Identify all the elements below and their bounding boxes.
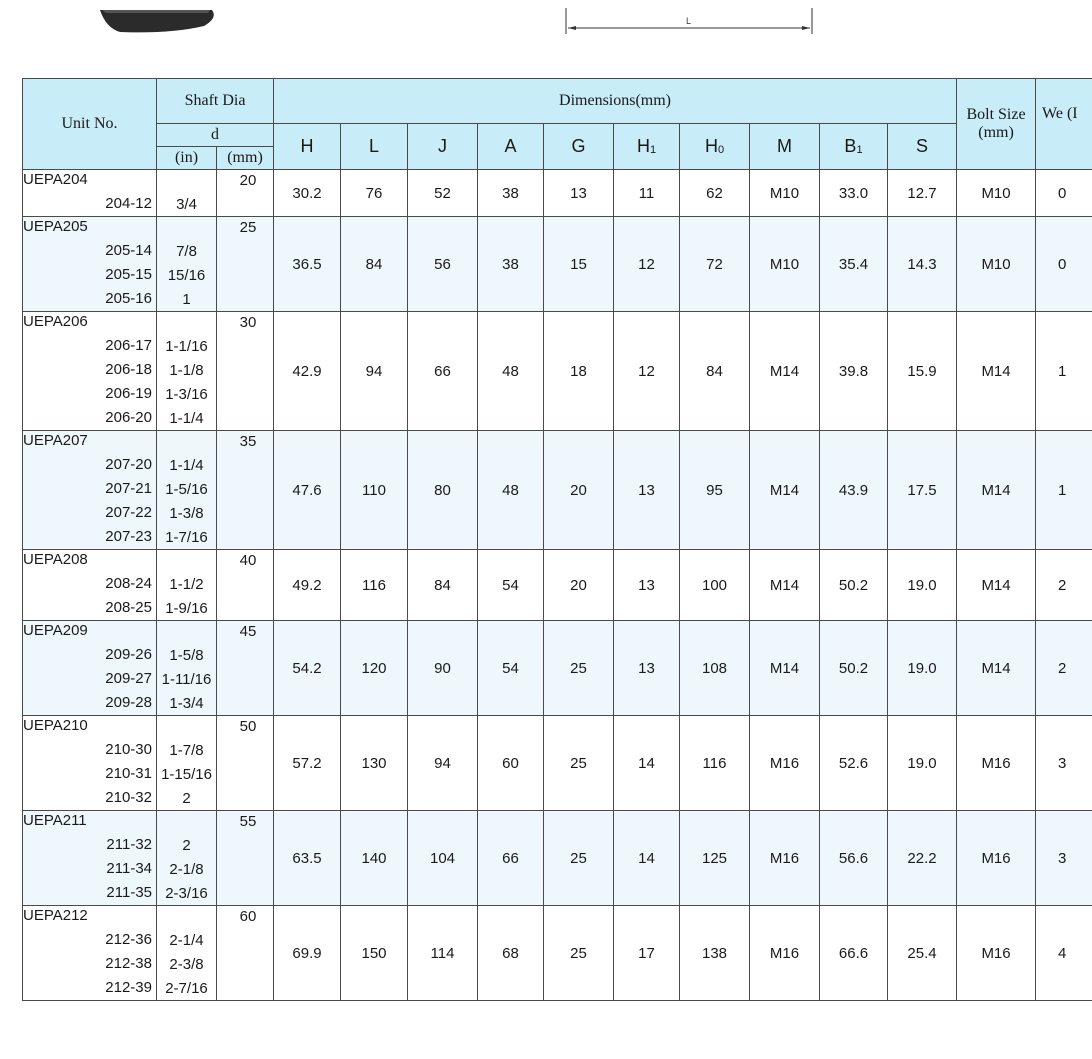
header-col-l: L — [341, 124, 408, 170]
header-col-h1: $H_1$ — [614, 124, 680, 170]
product-image-fragment — [100, 0, 230, 34]
dim-m-value: M14 — [750, 312, 820, 431]
dim-b1-value: 35.4 — [820, 217, 888, 312]
shaft-inch-value: 15/16 — [167, 267, 206, 284]
shaft-inch-value: 1-3/8 — [169, 505, 204, 522]
bolt-size-value: M16 — [957, 716, 1036, 811]
dim-l-value: 76 — [341, 170, 408, 217]
dim-h1-value: 14 — [614, 716, 680, 811]
dim-l-value: 130 — [341, 716, 408, 811]
shaft-inch-value: 2-7/16 — [165, 980, 208, 997]
dim-a-value: 54 — [478, 621, 544, 716]
dim-h0-value: 116 — [680, 716, 750, 811]
weight-value: 0 — [1036, 217, 1092, 312]
shaft-mm-cell — [217, 170, 274, 217]
shaft-inch-value: 2-3/16 — [165, 885, 208, 902]
unit-cell — [23, 217, 157, 312]
weight-value: 0 — [1036, 170, 1092, 217]
shaft-mm-value: 20 — [239, 172, 257, 189]
dim-l-value: 110 — [341, 431, 408, 550]
shaft-mm-value: 30 — [239, 314, 257, 331]
dim-g-value: 20 — [544, 550, 614, 621]
sub-unit-number: 209-28 — [105, 694, 152, 711]
dim-g-value: 20 — [544, 431, 614, 550]
header-col-h: H — [274, 124, 341, 170]
sub-unit-number: 206-20 — [105, 409, 152, 426]
bolt-size-value: M10 — [957, 170, 1036, 217]
dim-b1-value: 50.2 — [820, 550, 888, 621]
unit-group-uepa205 — [23, 217, 1092, 312]
dim-m-value: M14 — [750, 621, 820, 716]
dim-a-value: 66 — [478, 811, 544, 906]
unit-number: UEPA211 — [23, 812, 87, 829]
weight-value: 2 — [1036, 621, 1092, 716]
shaft-inch-value: 7/8 — [176, 243, 197, 260]
sub-unit-number: 204-12 — [105, 195, 152, 212]
dim-g-value: 25 — [544, 716, 614, 811]
shaft-inch-value: 1-7/16 — [165, 529, 208, 546]
dim-s-value: 22.2 — [888, 811, 957, 906]
spec-table — [22, 78, 1092, 1001]
weight-value: 3 — [1036, 811, 1092, 906]
shaft-mm-cell — [217, 906, 274, 1001]
sub-unit-number: 205-14 — [105, 242, 152, 259]
shaft-inch-cell — [157, 621, 217, 716]
bolt-size-value: M14 — [957, 431, 1036, 550]
sub-unit-number: 209-26 — [105, 646, 152, 663]
weight-value: 1 — [1036, 312, 1092, 431]
dim-h-value: 54.2 — [274, 621, 341, 716]
dim-h1-value: 17 — [614, 906, 680, 1001]
dim-l-value: 150 — [341, 906, 408, 1001]
dim-h1-value: 11 — [614, 170, 680, 217]
shaft-mm-value: 25 — [239, 219, 257, 236]
sub-unit-number: 207-23 — [105, 528, 152, 545]
table-row — [23, 621, 1092, 716]
header-d: d — [157, 124, 274, 147]
dim-h-value: 30.2 — [274, 170, 341, 217]
unit-cell — [23, 170, 157, 217]
dim-b1-value: 39.8 — [820, 312, 888, 431]
dim-s-value: 12.7 — [888, 170, 957, 217]
unit-number: UEPA204 — [23, 171, 88, 188]
shaft-mm-cell — [217, 312, 274, 431]
shaft-inch-value: 1-5/8 — [169, 647, 204, 664]
shaft-inch-value: 2 — [182, 790, 191, 807]
dim-h1-value: 12 — [614, 217, 680, 312]
table-row — [23, 811, 1092, 906]
dim-h-value: 69.9 — [274, 906, 341, 1001]
dim-g-value: 15 — [544, 217, 614, 312]
unit-number: UEPA209 — [23, 622, 88, 639]
shaft-inch-value: 2-1/8 — [169, 861, 204, 878]
sub-unit-number: 207-20 — [105, 456, 152, 473]
shaft-inch-value: 1-5/16 — [165, 481, 208, 498]
dim-a-value: 38 — [478, 217, 544, 312]
shaft-inch-cell — [157, 217, 217, 312]
shaft-inch-value: 1 — [182, 291, 191, 308]
dim-s-value: 19.0 — [888, 550, 957, 621]
shaft-mm-value: 35 — [239, 433, 257, 450]
dim-s-value: 25.4 — [888, 906, 957, 1001]
sub-unit-number: 205-15 — [105, 266, 152, 283]
unit-group-uepa208 — [23, 550, 1092, 621]
shaft-inch-value: 1-9/16 — [165, 600, 208, 617]
bolt-size-value: M16 — [957, 906, 1036, 1001]
sub-unit-number: 206-18 — [105, 361, 152, 378]
table-row — [23, 716, 1092, 811]
table-row — [23, 431, 1092, 550]
dim-h-value: 36.5 — [274, 217, 341, 312]
dim-h1-value: 12 — [614, 312, 680, 431]
shaft-mm-cell — [217, 217, 274, 312]
unit-group-uepa207 — [23, 431, 1092, 550]
dim-g-value: 13 — [544, 170, 614, 217]
header-bolt-size: Bolt Size (mm) — [957, 79, 1036, 170]
dim-h0-value: 84 — [680, 312, 750, 431]
shaft-inch-cell — [157, 550, 217, 621]
bolt-size-value: M14 — [957, 550, 1036, 621]
shaft-inch-value: 1-1/16 — [165, 338, 208, 355]
shaft-inch-cell — [157, 906, 217, 1001]
dim-s-value: 14.3 — [888, 217, 957, 312]
dim-h0-value: 125 — [680, 811, 750, 906]
dim-l-value: 140 — [341, 811, 408, 906]
dim-h0-value: 138 — [680, 906, 750, 1001]
unit-group-uepa210 — [23, 716, 1092, 811]
unit-number: UEPA212 — [23, 907, 88, 924]
header-col-s: S — [888, 124, 957, 170]
spec-table-container — [22, 78, 1092, 1001]
dim-h0-value: 108 — [680, 621, 750, 716]
dim-m-value: M14 — [750, 431, 820, 550]
unit-number: UEPA206 — [23, 313, 88, 330]
unit-cell — [23, 550, 157, 621]
unit-group-uepa206 — [23, 312, 1092, 431]
sub-unit-number: 207-22 — [105, 504, 152, 521]
dim-l-value: 116 — [341, 550, 408, 621]
unit-number: UEPA208 — [23, 551, 88, 568]
weight-value: 3 — [1036, 716, 1092, 811]
sub-unit-number: 207-21 — [105, 480, 152, 497]
sub-unit-number: 208-25 — [105, 599, 152, 616]
dimension-drawing — [560, 0, 820, 36]
dim-h1-value: 14 — [614, 811, 680, 906]
table-row — [23, 906, 1092, 1001]
shaft-inch-value: 1-11/16 — [161, 671, 212, 688]
shaft-inch-cell — [157, 811, 217, 906]
dim-h-value: 42.9 — [274, 312, 341, 431]
unit-number: UEPA210 — [23, 717, 88, 734]
dim-b1-value: 33.0 — [820, 170, 888, 217]
dim-b1-value: 66.6 — [820, 906, 888, 1001]
header-weight: We (I — [1036, 79, 1092, 170]
bolt-size-value: M10 — [957, 217, 1036, 312]
weight-value: 2 — [1036, 550, 1092, 621]
unit-group-uepa204 — [23, 170, 1092, 217]
dim-m-value: M10 — [750, 217, 820, 312]
dim-g-value: 25 — [544, 621, 614, 716]
shaft-inch-value: 2-3/8 — [169, 956, 204, 973]
dim-a-value: 60 — [478, 716, 544, 811]
dim-j-value: 94 — [408, 716, 478, 811]
dim-h-value: 63.5 — [274, 811, 341, 906]
shaft-inch-value: 1-7/8 — [169, 742, 204, 759]
shaft-inch-value: 1-15/16 — [161, 766, 212, 783]
sub-unit-number: 212-36 — [105, 931, 152, 948]
shaft-inch-cell — [157, 716, 217, 811]
dim-g-value: 25 — [544, 811, 614, 906]
unit-cell — [23, 312, 157, 431]
dim-j-value: 90 — [408, 621, 478, 716]
header-col-g: G — [544, 124, 614, 170]
dim-j-value: 80 — [408, 431, 478, 550]
shaft-mm-cell — [217, 431, 274, 550]
shaft-inch-value: 1-1/4 — [169, 410, 204, 427]
sub-unit-number: 206-19 — [105, 385, 152, 402]
dim-label-l: L — [686, 16, 692, 26]
header-col-a: A — [478, 124, 544, 170]
unit-number: UEPA205 — [23, 218, 88, 235]
dim-a-value: 54 — [478, 550, 544, 621]
shaft-mm-cell — [217, 621, 274, 716]
shaft-mm-value: 45 — [239, 623, 257, 640]
dim-g-value: 25 — [544, 906, 614, 1001]
dim-s-value: 19.0 — [888, 621, 957, 716]
dim-l-value: 84 — [341, 217, 408, 312]
table-row — [23, 170, 1092, 217]
unit-group-uepa209 — [23, 621, 1092, 716]
dim-b1-value: 52.6 — [820, 716, 888, 811]
sub-unit-number: 210-30 — [105, 741, 152, 758]
unit-group-uepa211 — [23, 811, 1092, 906]
unit-cell — [23, 906, 157, 1001]
shaft-mm-value: 60 — [239, 908, 257, 925]
dim-g-value: 18 — [544, 312, 614, 431]
dim-b1-value: 50.2 — [820, 621, 888, 716]
dim-h0-value: 95 — [680, 431, 750, 550]
shaft-mm-cell — [217, 550, 274, 621]
shaft-mm-value: 40 — [239, 552, 257, 569]
dim-b1-value: 43.9 — [820, 431, 888, 550]
shaft-inch-cell — [157, 431, 217, 550]
shaft-inch-value: 2-1/4 — [169, 932, 204, 949]
bolt-size-value: M14 — [957, 312, 1036, 431]
header-mm: (mm) — [217, 147, 274, 170]
dim-m-value: M10 — [750, 170, 820, 217]
sub-unit-number: 208-24 — [105, 575, 152, 592]
dim-h-value: 57.2 — [274, 716, 341, 811]
unit-number: UEPA207 — [23, 432, 88, 449]
shaft-inch-value: 1-1/4 — [169, 457, 204, 474]
dim-m-value: M16 — [750, 811, 820, 906]
dim-l-value: 94 — [341, 312, 408, 431]
sub-unit-number: 210-32 — [105, 789, 152, 806]
header-unit-no: Unit No. — [23, 79, 157, 170]
table-row — [23, 550, 1092, 621]
shaft-inch-value: 1-3/4 — [169, 695, 204, 712]
dim-s-value: 17.5 — [888, 431, 957, 550]
unit-cell — [23, 716, 157, 811]
sub-unit-number: 212-38 — [105, 955, 152, 972]
dim-m-value: M16 — [750, 716, 820, 811]
dim-b1-value: 56.6 — [820, 811, 888, 906]
bolt-size-value: M14 — [957, 621, 1036, 716]
shaft-inch-cell — [157, 312, 217, 431]
dim-j-value: 66 — [408, 312, 478, 431]
header-inch: (in) — [157, 147, 217, 170]
table-row — [23, 312, 1092, 431]
shaft-inch-value: 1-3/16 — [165, 386, 208, 403]
shaft-inch-value: 1-1/2 — [169, 576, 204, 593]
dim-j-value: 114 — [408, 906, 478, 1001]
sub-unit-number: 211-34 — [106, 860, 152, 877]
shaft-mm-cell — [217, 811, 274, 906]
weight-value: 4 — [1036, 906, 1092, 1001]
unit-cell — [23, 811, 157, 906]
shaft-mm-value: 55 — [239, 813, 257, 830]
shaft-inch-value: 2 — [182, 837, 191, 854]
shaft-mm-cell — [217, 716, 274, 811]
sub-unit-number: 210-31 — [105, 765, 152, 782]
shaft-inch-cell — [157, 170, 217, 217]
sub-unit-number: 205-16 — [105, 290, 152, 307]
header-shaft-dia: Shaft Dia — [157, 79, 274, 124]
dim-j-value: 84 — [408, 550, 478, 621]
sub-unit-number: 211-32 — [106, 836, 152, 853]
dim-s-value: 19.0 — [888, 716, 957, 811]
dim-m-value: M14 — [750, 550, 820, 621]
shaft-inch-value: 1-1/8 — [169, 362, 204, 379]
header-col-m: M — [750, 124, 820, 170]
sub-unit-number: 209-27 — [105, 670, 152, 687]
dim-h1-value: 13 — [614, 550, 680, 621]
unit-cell — [23, 431, 157, 550]
dim-a-value: 48 — [478, 431, 544, 550]
dim-a-value: 68 — [478, 906, 544, 1001]
dim-j-value: 52 — [408, 170, 478, 217]
shaft-mm-value: 50 — [239, 718, 257, 735]
unit-group-uepa212 — [23, 906, 1092, 1001]
dim-a-value: 38 — [478, 170, 544, 217]
header-col-h0: $H_0$ — [680, 124, 750, 170]
dim-l-value: 120 — [341, 621, 408, 716]
dim-h-value: 47.6 — [274, 431, 341, 550]
dim-h-value: 49.2 — [274, 550, 341, 621]
dim-h0-value: 100 — [680, 550, 750, 621]
dim-j-value: 104 — [408, 811, 478, 906]
unit-cell — [23, 621, 157, 716]
table-row — [23, 217, 1092, 312]
dim-h1-value: 13 — [614, 431, 680, 550]
dim-j-value: 56 — [408, 217, 478, 312]
shaft-inch-value: 3/4 — [176, 196, 197, 213]
sub-unit-number: 211-35 — [106, 884, 152, 901]
dim-a-value: 48 — [478, 312, 544, 431]
sub-unit-number: 212-39 — [105, 979, 152, 996]
dim-m-value: M16 — [750, 906, 820, 1001]
dim-s-value: 15.9 — [888, 312, 957, 431]
header-dimensions: Dimensions(mm) — [274, 79, 957, 124]
weight-value: 1 — [1036, 431, 1092, 550]
sub-unit-number: 206-17 — [105, 337, 152, 354]
dim-h1-value: 13 — [614, 621, 680, 716]
dim-h0-value: 62 — [680, 170, 750, 217]
bolt-size-value: M16 — [957, 811, 1036, 906]
header-col-b1: $B_1$ — [820, 124, 888, 170]
header-col-j: J — [408, 124, 478, 170]
dim-h0-value: 72 — [680, 217, 750, 312]
